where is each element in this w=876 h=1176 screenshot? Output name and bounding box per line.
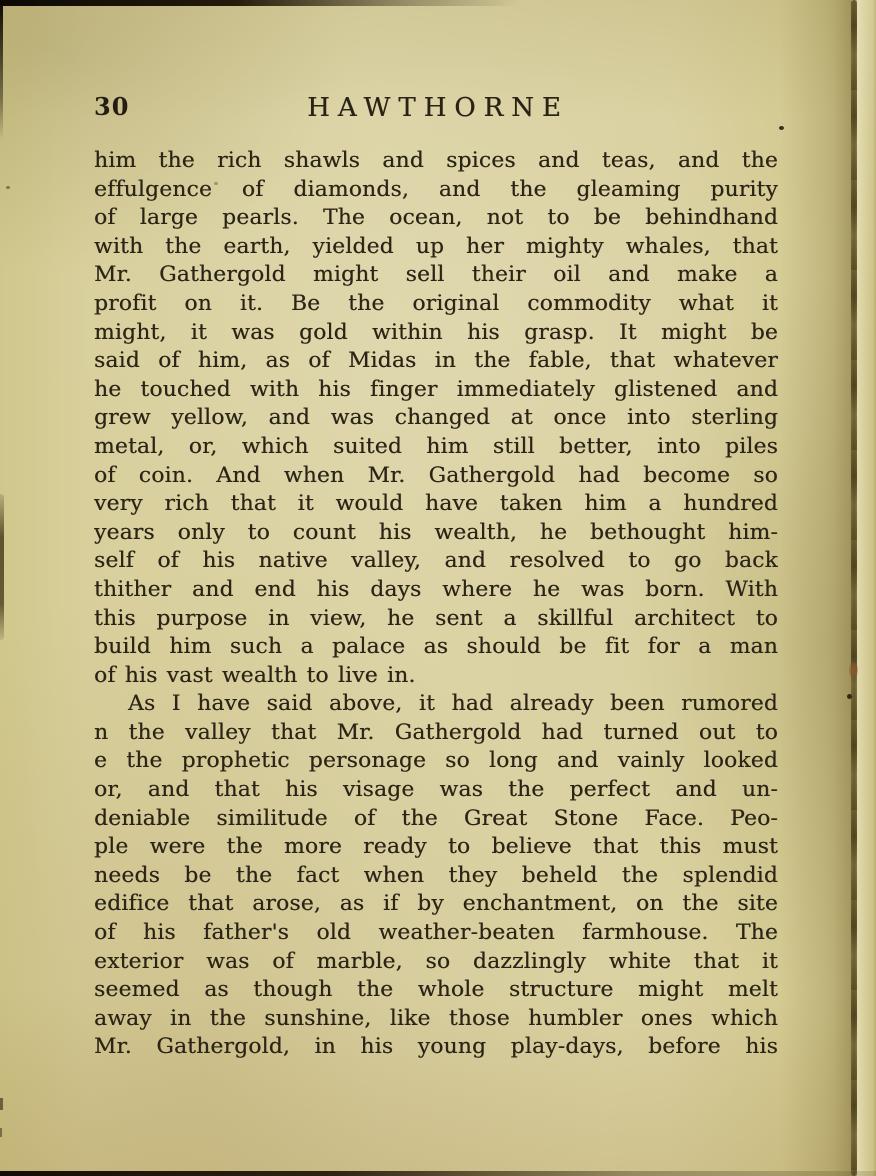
page-number: 30 (94, 92, 130, 121)
text-line: exterior was of marble, so dazzlingly white that it (94, 948, 778, 974)
text-line: seemed as though the whole structure might melt (94, 977, 778, 1003)
text-line: this purpose in view, he sent a skillful architect to (94, 605, 778, 631)
scan-edge-top (0, 0, 520, 6)
text-line: years only to count his wealth, he bethought him- (94, 519, 778, 545)
stain-mark (847, 694, 852, 699)
text-line: grew yellow, and was changed at once into sterling (94, 405, 778, 431)
text-line: away in the sunshine, like those humbler ones which (94, 1005, 778, 1031)
text-line: self of his native valley, and resolved to go back (94, 548, 778, 574)
text-line: him the rich shawls and spices and teas, and the (94, 148, 778, 173)
text-line: Mr. Gathergold, in his young play-days, before his (94, 1034, 778, 1060)
text-line: he touched with his finger immediately glistened and (94, 376, 778, 402)
scan-edge-bottom (0, 1171, 876, 1176)
text-line: of large pearls. The ocean, not to be behindhand (94, 205, 778, 231)
text-line: ple were the more ready to believe that this must (94, 834, 778, 860)
text-line: effulgence of diamonds, and the gleaming purity (94, 176, 778, 202)
text-line: of his vast wealth to live in. (94, 662, 416, 688)
stain-mark (849, 662, 858, 678)
text-line: n the valley that Mr. Gathergold had turned out to (94, 719, 778, 745)
text-line: profit on it. Be the original commodity what it (94, 290, 778, 316)
scan-edge-left-middle (0, 494, 4, 640)
text-line: with the earth, yielded up her mighty whales, that (94, 233, 778, 259)
text-line: build him such a palace as should be fit for a man (94, 634, 778, 660)
text-line: of coin. And when Mr. Gathergold had become so (94, 462, 778, 488)
scan-edge-left-notch (0, 1128, 2, 1137)
text-line: edifice that arose, as if by enchantment, on the site (94, 891, 778, 917)
running-header: HAWTHORNE (307, 93, 569, 123)
text-line: thither and end his days where he was born. With (94, 576, 778, 602)
text-line: might, it was gold within his grasp. It might be (94, 319, 778, 345)
text-line: needs be the fact when they beheld the splendid (94, 862, 778, 888)
text-line: of his father's old weather-beaten farmhouse. The (94, 920, 778, 946)
text-line: or, and that his visage was the perfect and un- (94, 777, 778, 803)
text-line: metal, or, which suited him still better, into piles (94, 433, 778, 459)
text-line: e the prophetic personage so long and vainly looked (94, 748, 778, 774)
text-line: Mr. Gathergold might sell their oil and make a (94, 262, 778, 288)
paper-speck (6, 186, 10, 189)
text-line: As I have said above, it had already been rumored (128, 691, 778, 717)
body-text (94, 147, 778, 1062)
text-line: deniable similitude of the Great Stone Face. Peo- (94, 805, 778, 831)
adjacent-page-edge (857, 0, 876, 1176)
page-curl-shadow (780, 0, 852, 1176)
text-line: very rich that it would have taken him a hundred (94, 491, 778, 517)
scan-edge-left-notch (0, 1098, 3, 1110)
text-line: said of him, as of Midas in the fable, that whatever (94, 348, 778, 374)
